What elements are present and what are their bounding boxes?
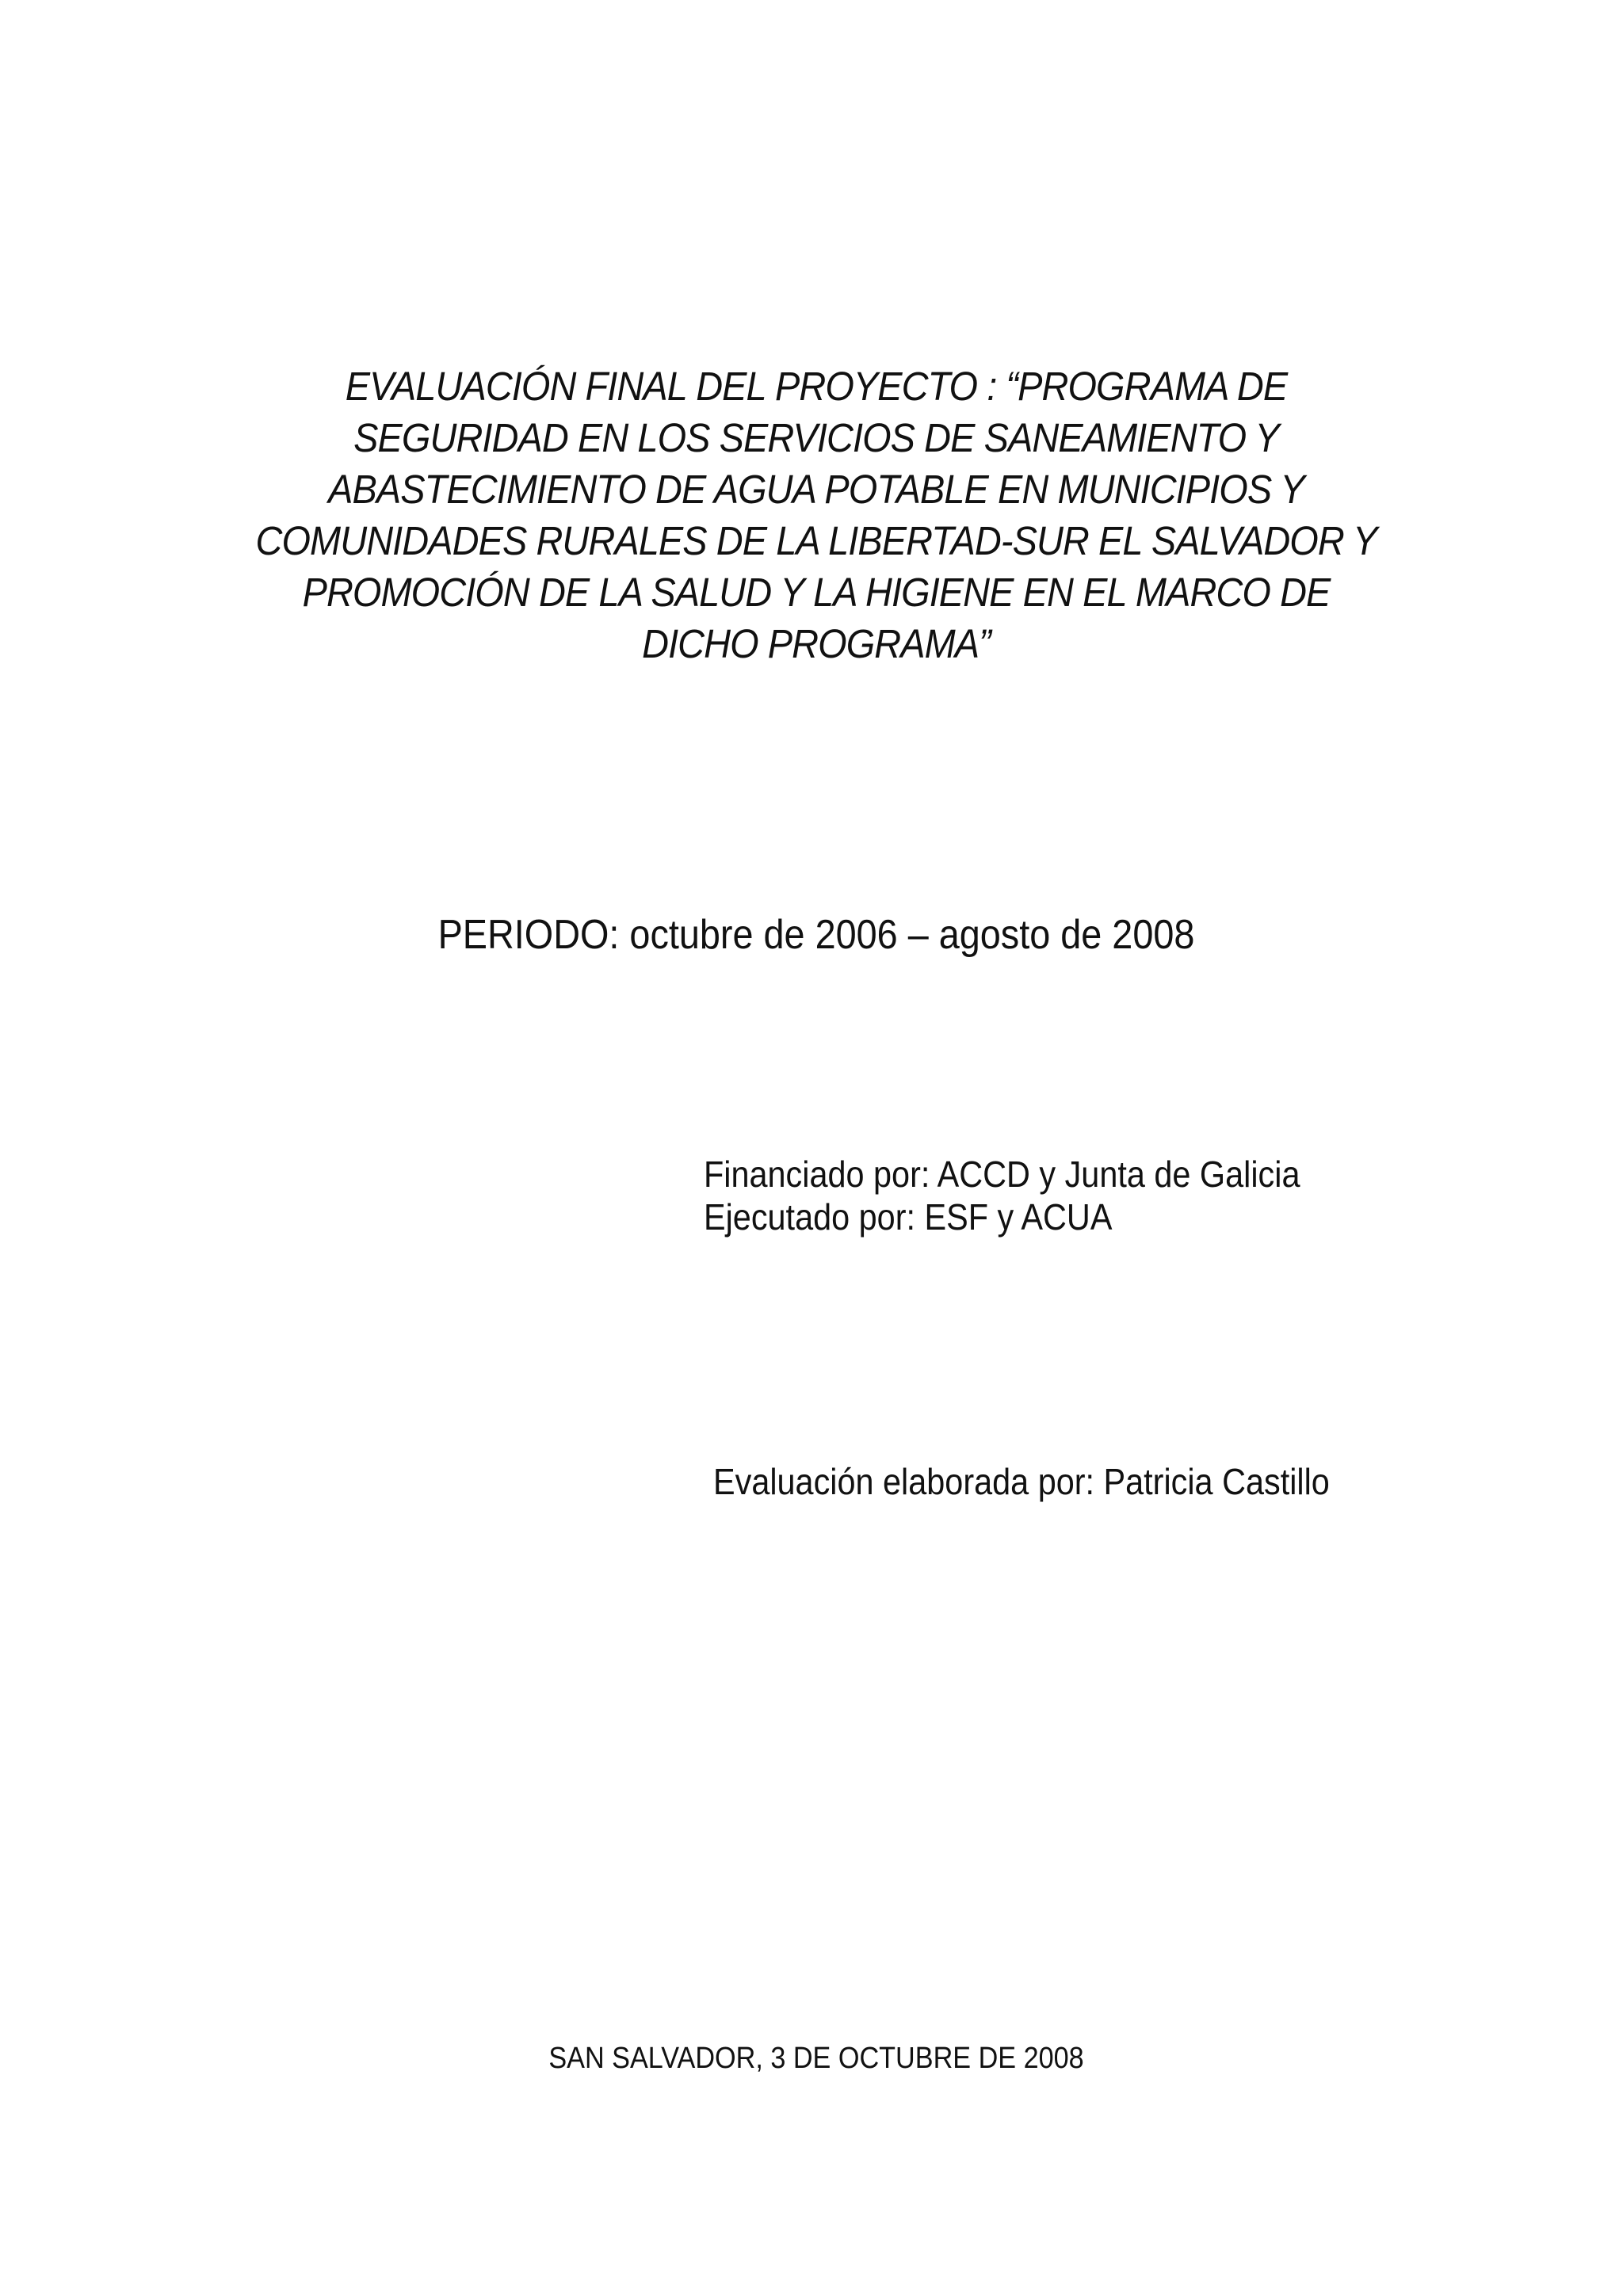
- document-title: [240, 360, 1392, 669]
- author-line: Evaluación elaborada por: Patricia Castillo: [713, 1461, 1330, 1502]
- title-line-4: COMUNIDADES RURALES DE LA LIBERTAD-SUR EL SALVADOR Y: [255, 518, 1377, 563]
- period-line: PERIODO: octubre de 2006 – agosto de 2008: [437, 912, 1195, 958]
- title-line-2: SEGURIDAD EN LOS SERVICIOS DE SANEAMIENTO Y: [353, 415, 1279, 460]
- executed-by-line: Ejecutado por: ESF y ACUA: [704, 1196, 1113, 1238]
- title-line-6: DICHO PROGRAMA”: [642, 621, 991, 666]
- financed-by-line: Financiado por: ACCD y Junta de Galicia: [704, 1154, 1300, 1195]
- title-line-5: PROMOCIÓN DE LA SALUD Y LA HIGIENE EN EL MARCO DE: [302, 570, 1331, 615]
- funding-credits: [704, 1153, 1346, 1238]
- title-line-1: EVALUACIÓN FINAL DEL PROYECTO : “PROGRAMA DE: [345, 364, 1288, 409]
- title-line-3: ABASTECIMIENTO DE AGUA POTABLE EN MUNICIPIOS Y: [328, 467, 1304, 512]
- place-date-line: SAN SALVADOR, 3 DE OCTUBRE DE 2008: [548, 2042, 1084, 2075]
